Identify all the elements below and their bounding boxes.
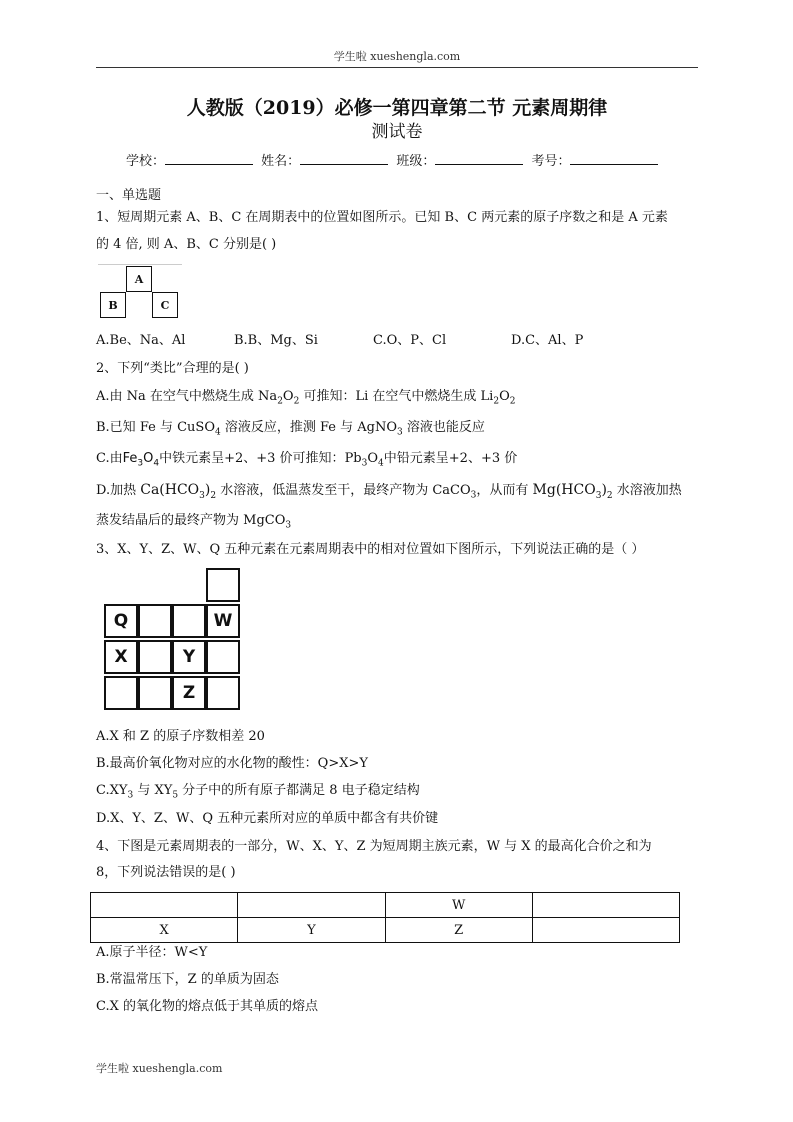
q1-stem-line2: 的 4 倍, 则 A、B、C 分别是( ) — [96, 237, 277, 252]
q3-cell-empty — [172, 604, 206, 638]
page-header: 学生啦 xueshengla.com — [96, 48, 698, 68]
q2-b-text3: 溶液也能反应 — [402, 420, 485, 435]
q4-option-a[interactable]: A.原子半径：W<Y — [96, 945, 208, 960]
table-cell — [91, 893, 238, 918]
q3-cell-empty-top — [206, 568, 240, 602]
q2-option-d-line2 — [96, 512, 700, 535]
formula-agno3: AgNO$_3$ — [357, 420, 403, 438]
exam-no-blank[interactable] — [570, 151, 658, 165]
q4-stem-line1: 4、下图是元素周期表的一部分，W、X、Y、Z 为短周期主族元素，W 与 X 的最高化合价之和为 — [96, 839, 652, 854]
q3-cell-z: Z — [172, 676, 206, 710]
q1-cell-c: C — [152, 292, 178, 318]
q3-cell-empty — [138, 640, 172, 674]
q3-option-c[interactable] — [96, 782, 700, 805]
table-row — [91, 893, 680, 918]
q3-cell-empty — [138, 604, 172, 638]
q2-d-text3: ，从而有 — [476, 483, 533, 498]
q1-periodic-figure — [98, 264, 182, 320]
table-cell: Z — [385, 918, 532, 943]
table-cell: Y — [238, 918, 385, 943]
class-blank[interactable] — [435, 151, 523, 165]
formula-pb3o4: $Pb_3O_4$ — [344, 451, 384, 469]
formula-ca-hco3-2: $Ca(HCO_3)_2$ — [140, 482, 217, 501]
q3-option-d[interactable]: D.X、Y、Z、W、Q 五种元素所对应的单质中都含有共价键 — [96, 811, 439, 826]
q1-option-c[interactable]: C.O、P、Cl — [373, 333, 447, 348]
student-info-row — [126, 150, 662, 169]
q1-cell-a: A — [126, 266, 152, 292]
formula-fe3o4: $Fe_3O_4$ — [122, 451, 160, 469]
q2-d-text4: 水溶液加热 — [612, 483, 682, 498]
q3-stem: 3、X、Y、Z、W、Q 五种元素在元素周期表中的相对位置如下图所示，下列说法正确的是（ ） — [96, 542, 645, 557]
q4-stem-line2: 8，下列说法错误的是( ) — [96, 865, 236, 880]
formula-cuso4: CuSO$_4$ — [177, 420, 221, 438]
page-footer: 学生啦 xueshengla.com — [96, 1062, 223, 1075]
table-row — [91, 918, 680, 943]
q1-options — [96, 332, 700, 350]
q4-option-c[interactable]: C.X 的氧化物的熔点低于其单质的熔点 — [96, 999, 319, 1014]
q2-c-text2: 中铁元素呈+2、+3 价可推知： — [159, 451, 345, 466]
name-blank[interactable] — [300, 151, 388, 165]
q2-option-b[interactable] — [96, 419, 700, 442]
q2-a-text2: 可推知：Li 在空气中燃烧生成 — [299, 389, 481, 404]
school-label: 学校： — [126, 154, 166, 169]
school-blank[interactable] — [165, 151, 253, 165]
q2-c-text3: 中铅元素呈+2、+3 价 — [383, 451, 518, 466]
name-label: 姓名： — [261, 154, 301, 169]
q1-option-a[interactable]: A.Be、Na、Al — [96, 333, 186, 348]
q2-d-text5: 蒸发结晶后的最终产物为 — [96, 513, 244, 528]
q3-cell-w: W — [206, 604, 240, 638]
q1-option-b[interactable]: B.B、Mg、Si — [234, 333, 318, 348]
q2-d-text1: D.加热 — [96, 483, 141, 498]
q2-b-text1: B.已知 Fe 与 — [96, 420, 178, 435]
table-cell — [532, 893, 679, 918]
q2-a-text1: A.由 Na 在空气中燃烧生成 — [96, 389, 259, 404]
q1-cell-b: B — [100, 292, 126, 318]
formula-li2o2: $Li_2O_2$ — [480, 389, 516, 407]
q1-option-d[interactable]: D.C、Al、P — [511, 333, 584, 348]
q2-d-text2: 水溶液，低温蒸发至干，最终产物为 — [216, 483, 433, 498]
q3-cell-y: Y — [172, 640, 206, 674]
page-title: 人教版（2019）必修一第四章第二节 元素周期律 — [186, 97, 608, 119]
q4-periodic-table — [90, 892, 680, 943]
q3-c-text3: 分子中的所有原子都满足 8 电子稳定结构 — [178, 783, 420, 798]
formula-caco3: CaCO$_3$ — [432, 483, 477, 501]
q2-option-a[interactable] — [96, 388, 700, 411]
formula-xy5: $XY_5$ — [154, 783, 179, 801]
q2-b-text2: 溶液反应，推测 Fe 与 — [220, 420, 358, 435]
exam-no-label: 考号： — [531, 154, 571, 169]
q1-stem-line1: 1、短周期元素 A、B、C 在周期表中的位置如图所示。已知 B、C 两元素的原子序数之和是 A 元素 — [96, 210, 668, 225]
q2-stem: 2、下列“类比”合理的是( ) — [96, 361, 249, 376]
page-subtitle: 测试卷 — [371, 122, 423, 142]
q3-cell-empty — [206, 676, 240, 710]
q3-c-text1: C. — [96, 783, 110, 798]
q4-option-b[interactable]: B.常温常压下，Z 的单质为固态 — [96, 972, 279, 987]
class-label: 班级： — [396, 154, 436, 169]
q3-periodic-figure — [104, 568, 240, 710]
formula-mgco3: MgCO$_3$ — [243, 513, 292, 531]
q3-cell-empty — [104, 676, 138, 710]
q3-option-b[interactable]: B.最高价氧化物对应的水化物的酸性：Q>X>Y — [96, 756, 368, 771]
table-cell: X — [91, 918, 238, 943]
q3-option-a[interactable]: A.X 和 Z 的原子序数相差 20 — [96, 729, 265, 744]
formula-xy3: $XY_3$ — [109, 783, 134, 801]
q2-option-c[interactable] — [96, 450, 700, 473]
section-heading: 一、单选题 — [96, 188, 162, 203]
formula-na2o2: $Na_2O_2$ — [258, 389, 300, 407]
table-cell — [532, 918, 679, 943]
formula-mg-hco3-2: $Mg(HCO_3)_2$ — [532, 482, 613, 501]
q3-cell-q: Q — [104, 604, 138, 638]
table-cell — [238, 893, 385, 918]
q3-cell-empty — [206, 640, 240, 674]
q3-cell-empty — [138, 676, 172, 710]
q3-cell-x: X — [104, 640, 138, 674]
table-cell: W — [385, 893, 532, 918]
q3-c-text2: 与 — [133, 783, 155, 798]
q2-c-text1: C.由 — [96, 451, 123, 466]
q2-option-d[interactable] — [96, 481, 700, 505]
